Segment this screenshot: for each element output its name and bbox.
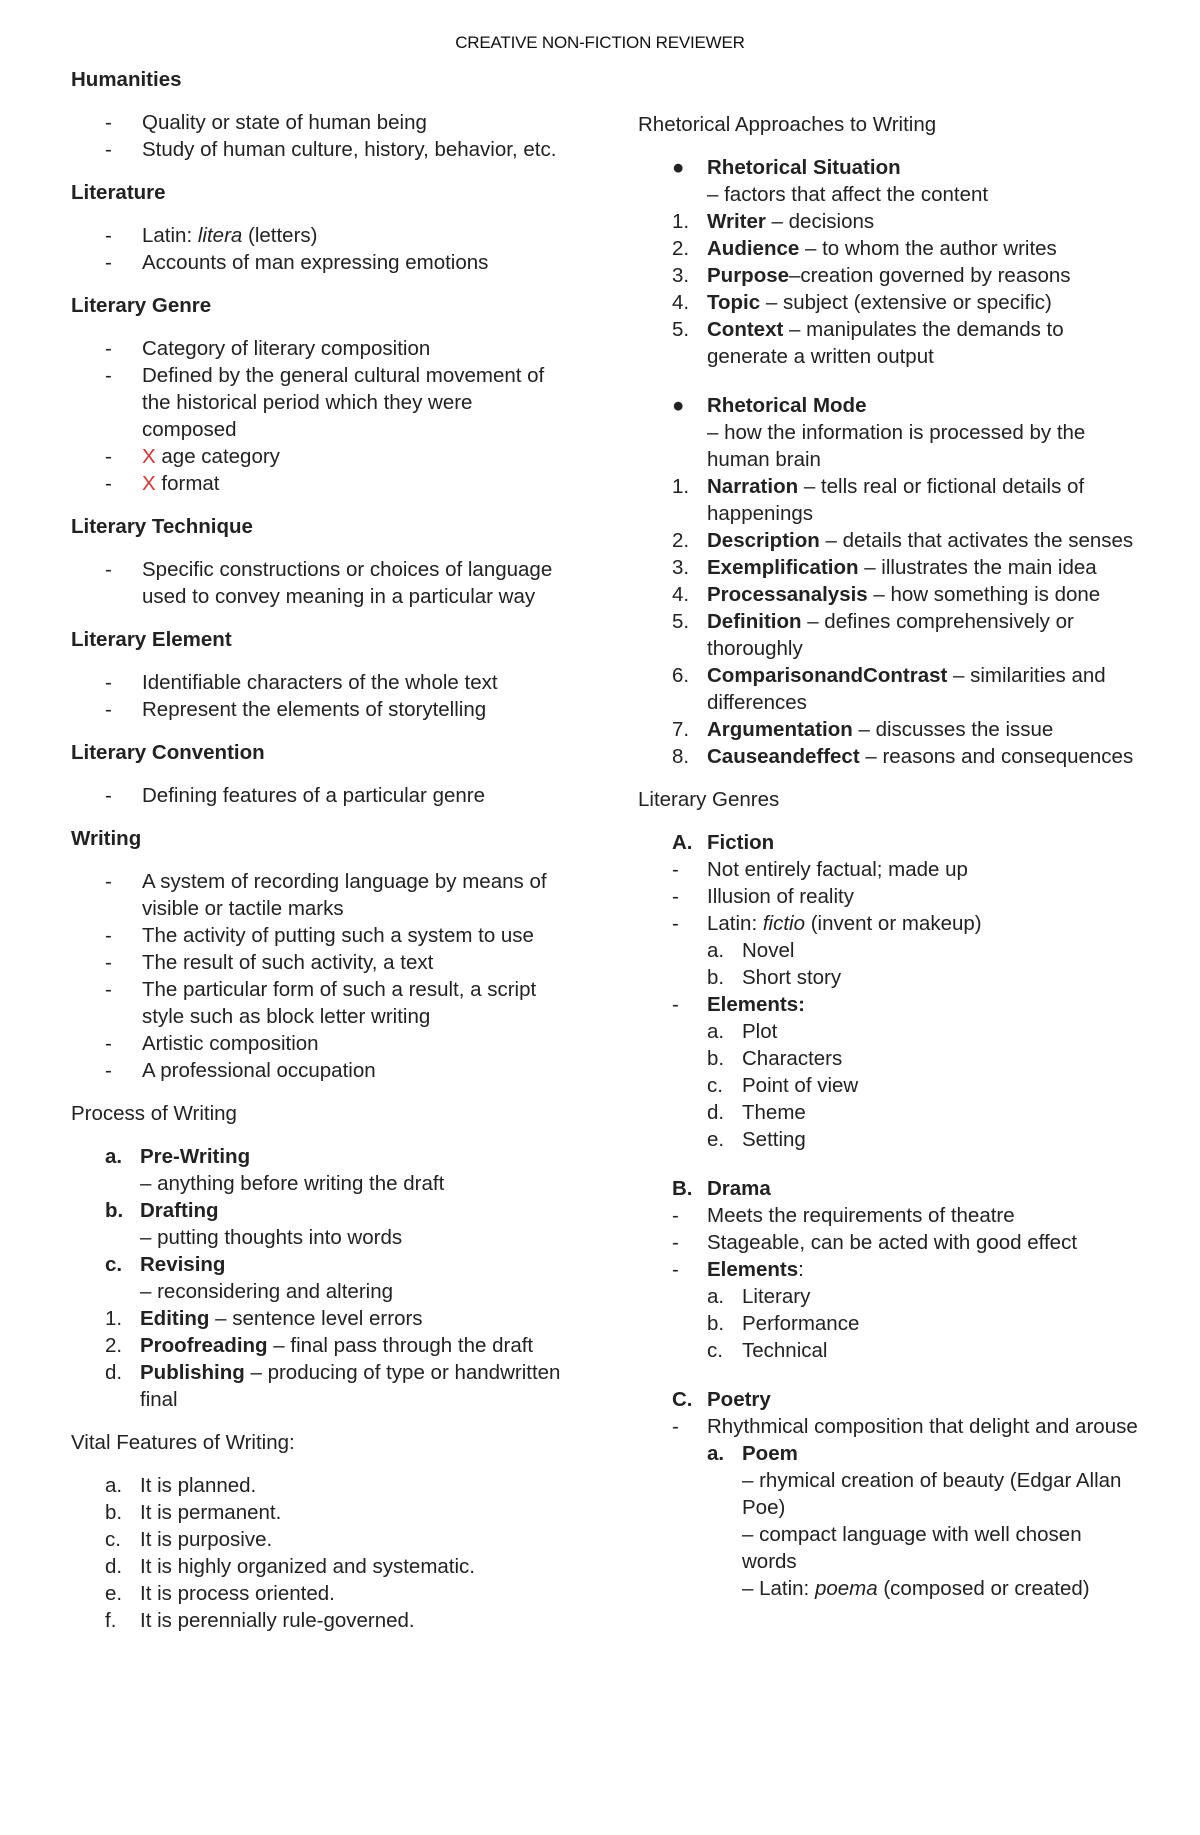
rhetorical-situation-list <box>638 208 1138 370</box>
list-item: 7. Argumentation – discusses the issue <box>672 718 1054 741</box>
list-item: b. Drafting – putting thoughts into words <box>105 1199 403 1249</box>
literary-convention-list <box>71 782 571 809</box>
list-item: - Latin: fictio (invent or makeup) <box>672 912 982 935</box>
list-item: - Not entirely factual; made up <box>672 858 968 881</box>
list-item: a. Pre-Writing – anything before writing the draft <box>105 1145 445 1195</box>
literature-list <box>71 222 571 276</box>
list-item: a. Literary <box>707 1285 811 1308</box>
rhetorical-situation-block <box>638 154 1138 208</box>
list-item: - Specific constructions or choices of language used to convey meaning in a particular way <box>105 558 553 608</box>
list-item: a. Novel <box>707 939 795 962</box>
list-item: - Defining features of a particular genre <box>105 784 486 807</box>
vital-features-list <box>71 1472 571 1634</box>
list-item: - Quality or state of human being <box>105 111 427 134</box>
list-item: ● Rhetorical Mode – how the information is processed by the human brain <box>672 394 1086 471</box>
list-item: - Accounts of man expressing emotions <box>105 251 489 274</box>
heading-literary-genres: Literary Genres <box>638 788 780 811</box>
genre-drama <box>638 1175 1138 1364</box>
document-title: CREATIVE NON-FICTION REVIEWER <box>455 33 745 52</box>
heading-vital-features: Vital Features of Writing: <box>71 1431 295 1454</box>
list-item: - Elements: <box>672 1258 804 1281</box>
list-item: 2. Description – details that activates the senses <box>672 529 1134 552</box>
list-item: 3. Exemplification – illustrates the main idea <box>672 556 1097 579</box>
rhetorical-mode-block <box>638 392 1138 473</box>
list-item: b. Performance <box>707 1312 860 1335</box>
list-item: 1. Editing – sentence level errors <box>105 1307 423 1330</box>
list-item: - Rhythmical composition that delight and arouse <box>672 1415 1138 1438</box>
list-item: a. It is planned. <box>105 1474 257 1497</box>
genre-fiction <box>638 829 1138 1153</box>
list-item: - X age category <box>105 445 280 468</box>
list-item: ● Rhetorical Situation – factors that affect the content <box>672 156 989 206</box>
heading-humanities: Humanities <box>71 68 182 91</box>
list-item: 3. Purpose–creation governed by reasons <box>672 264 1071 287</box>
list-item: d. It is highly organized and systematic. <box>105 1555 475 1578</box>
list-item: f. It is perennially rule-governed. <box>105 1609 415 1632</box>
literary-element-list <box>71 669 571 723</box>
list-item: - The result of such activity, a text <box>105 951 434 974</box>
heading-literary-genre: Literary Genre <box>71 294 212 317</box>
list-item: A. Fiction <box>672 831 775 854</box>
heading-literature: Literature <box>71 181 166 204</box>
list-item: - Stageable, can be acted with good effect <box>672 1231 1078 1254</box>
list-item: - A system of recording language by means of visible or tactile marks <box>105 870 547 920</box>
list-item: d. Theme <box>707 1101 806 1124</box>
list-item: 6. ComparisonandContrast – similarities and differences <box>672 664 1106 714</box>
list-item: d. Publishing – producing of type or handwritten final <box>105 1361 561 1411</box>
list-item: C. Poetry <box>672 1388 771 1411</box>
list-item: c. It is purposive. <box>105 1528 273 1551</box>
left-column <box>71 66 571 1634</box>
list-item: c. Point of view <box>707 1074 859 1097</box>
list-item: - Elements: <box>672 993 805 1016</box>
list-item: 5. Definition – defines comprehensively or thoroughly <box>672 610 1074 660</box>
list-item: e. It is process oriented. <box>105 1582 335 1605</box>
list-item: - Study of human culture, history, behavior, etc. <box>105 138 557 161</box>
list-item: 2. Proofreading – final pass through the draft <box>105 1334 534 1357</box>
list-item: - The activity of putting such a system to use <box>105 924 534 947</box>
list-item: 8. Causeandeffect – reasons and consequences <box>672 745 1134 768</box>
humanities-list <box>71 109 571 163</box>
list-item: - The particular form of such a result, a script style such as block letter writing <box>105 978 537 1028</box>
list-item: c. Technical <box>707 1339 828 1362</box>
x-mark-icon: X <box>142 472 156 495</box>
list-item: b. It is permanent. <box>105 1501 282 1524</box>
list-item: a. Plot <box>707 1020 778 1043</box>
heading-literary-technique: Literary Technique <box>71 515 253 538</box>
list-item: c. Revising – reconsidering and altering <box>105 1253 393 1303</box>
list-item: 1. Writer – decisions <box>672 210 875 233</box>
list-item: 1. Narration – tells real or fictional details of happenings <box>672 475 1085 525</box>
x-mark-icon: X <box>142 445 156 468</box>
list-item: - Artistic composition <box>105 1032 319 1055</box>
list-item: e. Setting <box>707 1128 806 1151</box>
list-item: - Identifiable characters of the whole text <box>105 671 498 694</box>
bullet-icon: ● <box>672 394 685 417</box>
list-item: 4. Topic – subject (extensive or specific) <box>672 291 1052 314</box>
list-item: - A professional occupation <box>105 1059 376 1082</box>
process-list <box>71 1143 571 1413</box>
literary-technique-list <box>71 556 571 610</box>
heading-rhetorical-approaches: Rhetorical Approaches to Writing <box>638 113 937 136</box>
list-item: 2. Audience – to whom the author writes <box>672 237 1057 260</box>
heading-literary-element: Literary Element <box>71 628 232 651</box>
list-item: b. Short story <box>707 966 842 989</box>
list-item: - X format <box>105 472 220 495</box>
list-item: - Defined by the general cultural movement of the historical period which they were composed <box>105 364 545 441</box>
list-item: - Meets the requirements of theatre <box>672 1204 1015 1227</box>
literary-genre-list <box>71 335 571 497</box>
genre-poetry <box>638 1386 1138 1602</box>
list-item: 4. Processanalysis – how something is done <box>672 583 1101 606</box>
list-item: 5. Context – manipulates the demands to generate a written output <box>672 318 1064 368</box>
list-item: - Illusion of reality <box>672 885 854 908</box>
heading-literary-convention: Literary Convention <box>71 741 265 764</box>
writing-list <box>71 868 571 1084</box>
list-item: B. Drama <box>672 1177 771 1200</box>
list-item: a. Poem – rhymical creation of beauty (Edgar Allan Poe) – compact language with well chosen words – Latin: poema (composed or created) <box>707 1442 1122 1600</box>
right-column <box>638 111 1138 1602</box>
list-item: - Category of literary composition <box>105 337 431 360</box>
rhetorical-mode-list <box>638 473 1138 770</box>
list-item: - Represent the elements of storytelling <box>105 698 487 721</box>
heading-process-of-writing: Process of Writing <box>71 1102 237 1125</box>
list-item: - Latin: litera (letters) <box>105 224 318 247</box>
list-item: b. Characters <box>707 1047 843 1070</box>
bullet-icon: ● <box>672 156 685 179</box>
heading-writing: Writing <box>71 827 142 850</box>
